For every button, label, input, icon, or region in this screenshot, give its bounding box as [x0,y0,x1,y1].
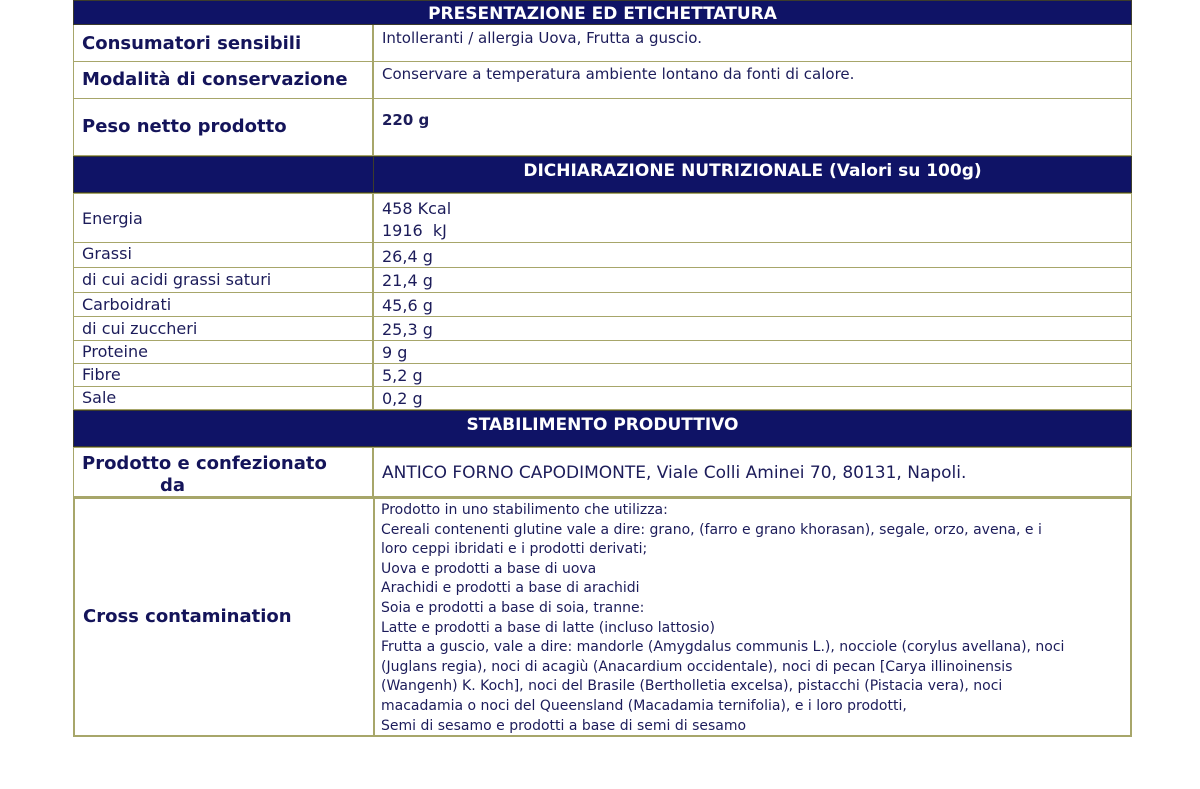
energy-label: Energia [82,209,143,228]
nutrient-value: 9 g [382,343,408,362]
cross-contamination-label: Cross contamination [83,606,292,627]
nutrition-row [73,243,1132,268]
producer-label-line-1: Prodotto e confezionato [82,453,327,474]
cross-contamination-line: Soia e prodotti a base di soia, tranne: [381,599,645,616]
nutrition-header-left [73,156,374,193]
nutrition-row [73,387,1132,410]
cross-contamination-line: Latte e prodotti a base di latte (incluso lattosio) [381,619,715,636]
nutrient-label: Proteine [82,342,148,361]
presentation-header [73,0,1132,25]
storage-row [73,62,1132,99]
net-weight-value: 220 g [382,111,430,129]
nutrient-value: 0,2 g [382,389,423,408]
cross-contamination-line: Arachidi e prodotti a base di arachidi [381,580,640,597]
cross-contamination-line: loro ceppi ibridati e i prodotti derivati; [381,541,648,558]
sensitive-consumers-value: Intolleranti / allergia Uova, Frutta a guscio. [382,29,702,47]
energy-row [73,193,1132,243]
net-weight-row [73,99,1132,156]
nutrient-label: Fibre [82,365,121,384]
producer-value: ANTICO FORNO CAPODIMONTE, Viale Colli Aminei 70, 80131, Napoli. [382,463,967,483]
nutrition-header [373,156,1132,193]
nutrition-row [73,268,1132,293]
nutrition-row [73,293,1132,317]
cross-contamination-line: macadamia o noci del Queensland (Macadamia ternifolia), e i loro prodotti, [381,697,907,714]
producer-label-line-2: da [160,475,186,496]
nutrient-label: Carboidrati [82,295,172,314]
energy-kcal-value: 458 Kcal [382,199,452,218]
cross-contamination-line: Uova e prodotti a base di uova [381,560,597,577]
cross-contamination-line: Prodotto in uno stabilimento che utilizza: [381,502,668,518]
plant-title: STABILIMENTO PRODUTTIVO [466,415,739,435]
producer-row [73,447,1132,497]
sensitive-consumers-row [73,25,1132,62]
product-spec-sheet [73,0,1132,737]
energy-kj-value: 1916 kJ [382,221,447,240]
nutrient-label: Sale [82,388,117,407]
nutrient-label: di cui zuccheri [82,319,198,338]
presentation-title: PRESENTAZIONE ED ETICHETTATURA [428,4,777,24]
nutrient-value: 25,3 g [382,320,433,339]
cross-contamination-row [73,497,1132,737]
nutrition-row [73,341,1132,364]
storage-value: Conservare a temperatura ambiente lontano da fonti di calore. [382,65,855,83]
nutrient-value: 45,6 g [382,296,433,315]
sensitive-consumers-label: Consumatori sensibili [82,33,302,54]
nutrient-label: Grassi [82,244,132,263]
plant-header [73,410,1132,447]
nutrient-value: 26,4 g [382,247,433,266]
cross-contamination-line: Frutta a guscio, vale a dire: mandorle (Amygdalus communis L.), nocciole (corylus avellana), noci [381,639,1065,656]
cross-contamination-line: Cereali contenenti glutine vale a dire: grano, (farro e grano khorasan), segale, orzo, avena, e i [381,521,1042,538]
nutrition-row [73,364,1132,387]
nutrient-value: 21,4 g [382,271,433,290]
nutrient-label: di cui acidi grassi saturi [82,270,272,289]
nutrition-title: DICHIARAZIONE NUTRIZIONALE (Valori su 100g) [523,161,982,181]
nutrition-row [73,317,1132,341]
storage-label: Modalità di conservazione [82,69,348,90]
cross-contamination-line: Semi di sesamo e prodotti a base di semi di sesamo [381,717,747,734]
nutrient-value: 5,2 g [382,366,423,385]
net-weight-label: Peso netto prodotto [82,116,287,137]
cross-contamination-line: (Wangenh) K. Koch], noci del Brasile (Bertholletia excelsa), pistacchi (Pistacia vera), noci [381,678,1003,695]
cross-contamination-line: (Juglans regia), noci di acagiù (Anacardium occidentale), noci di pecan [Carya illinoinensis [381,658,1013,675]
